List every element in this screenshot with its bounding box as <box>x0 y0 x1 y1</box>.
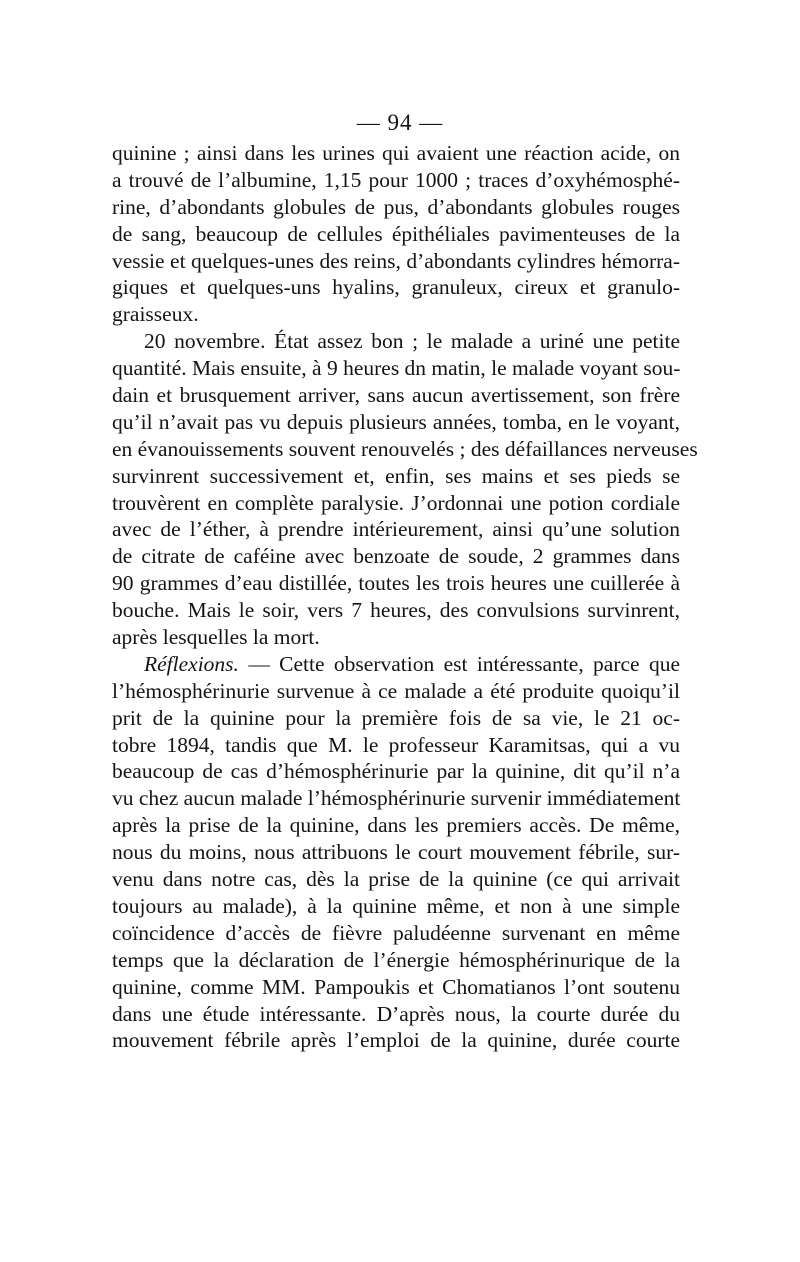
text-line: de sang, beaucoup de cellules épithéliales pavimenteuses de la <box>112 221 680 246</box>
page-number: — 94 — <box>356 110 444 135</box>
text-line: quinine ; ainsi dans les urines qui avaient une réaction acide, on <box>112 141 680 165</box>
text-line: avec de l’éther, à prendre intérieurement, ainsi qu’une solution <box>112 517 680 542</box>
text-line: après la prise de la quinine, dans les premiers accès. De même, <box>112 813 680 838</box>
text-line: 90 grammes d’eau distillée, toutes les trois heures une cuillerée à <box>112 571 680 596</box>
text-line: survinrent successivement et, enfin, ses mains et ses pieds se <box>112 463 680 488</box>
text-line-rest: — Cette observation est intéressante, parce que <box>248 651 681 676</box>
text-line: trouvèrent en complète paralysie. J’ordonnai une potion cordiale <box>112 490 680 515</box>
text-line: de citrate de caféine avec benzoate de soude, 2 grammes dans <box>112 544 680 569</box>
text-line: nous du moins, nous attribuons le court mouvement fébrile, sur- <box>112 840 680 865</box>
text-line: temps que la déclaration de l’énergie hémosphérinurique de la <box>112 947 680 972</box>
text-line: vessie et quelques-unes des reins, d’abondants cylindres hémorra- <box>112 248 680 273</box>
text-line: après lesquelles la mort. <box>112 625 320 650</box>
text-line: 20 novembre. État assez bon ; le malade a uriné une petite <box>144 329 680 354</box>
text-line: qu’il n’avait pas vu depuis plusieurs années, tomba, en le voyant, <box>112 409 680 434</box>
text-line: coïncidence d’accès de fièvre paludéenne survenant en même <box>112 920 680 945</box>
text-line: graisseux. <box>112 302 199 327</box>
text-line: bouche. Mais le soir, vers 7 heures, des convulsions survinrent, <box>112 598 680 623</box>
text-line: beaucoup de cas d’hémosphérinurie par la quinine, dit qu’il n’a <box>112 759 680 784</box>
text-line: a trouvé de l’albumine, 1,15 pour 1000 ; traces d’oxyhémosphé- <box>112 167 680 192</box>
text-line: toujours au malade), à la quinine même, et non à une simple <box>112 893 680 918</box>
text-line: l’hémosphérinurie survenue à ce malade a été produite quoiqu’il <box>112 678 680 703</box>
text-line: venu dans notre cas, dès la prise de la quinine (ce qui arrivait <box>112 867 680 892</box>
text-line: prit de la quinine pour la première fois de sa vie, le 21 oc- <box>112 705 680 730</box>
text-line: mouvement fébrile après l’emploi de la quinine, durée courte <box>112 1028 680 1053</box>
text-line: dain et brusquement arriver, sans aucun avertissement, son frère <box>112 383 680 408</box>
text-line: en évanouissements souvent renouvelés ; des défaillances nerveuses <box>112 436 698 461</box>
text-line: quantité. Mais ensuite, à 9 heures dn matin, le malade voyant sou- <box>112 356 681 381</box>
body-text <box>112 140 698 1054</box>
text-line: tobre 1894, tandis que M. le professeur Karamitsas, qui a vu <box>112 732 680 757</box>
text-line: vu chez aucun malade l’hémosphérinurie survenir immédiatement <box>112 786 681 811</box>
text-line: dans une étude intéressante. D’après nous, la courte durée du <box>112 1001 680 1026</box>
text-line: rine, d’abondants globules de pus, d’abondants globules rouges <box>112 194 680 219</box>
text-line: quinine, comme MM. Pampoukis et Chomatianos l’ont soutenu <box>112 974 680 999</box>
reflexions-heading: Réflexions. <box>144 651 239 676</box>
text-line: giques et quelques-uns hyalins, granuleux, cireux et granulo- <box>112 275 680 300</box>
reflexions-line <box>112 651 680 678</box>
